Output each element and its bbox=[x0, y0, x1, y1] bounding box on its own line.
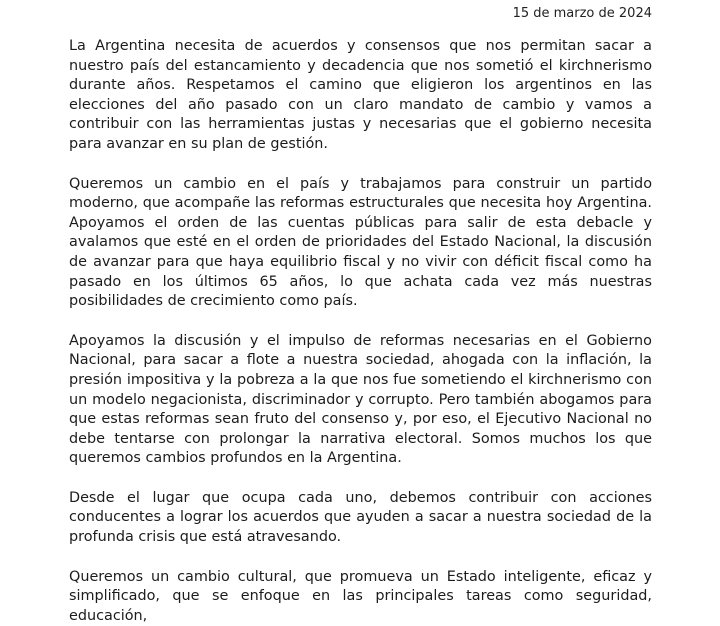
paragraph-4: Desde el lugar que ocupa cada uno, debemos contribuir con acciones conducentes a lograr los acuerdos que ayuden a sacar a nuestra sociedad de la profunda crisis que está atravesando. bbox=[69, 489, 652, 546]
document-date: 15 de marzo de 2024 bbox=[512, 6, 652, 21]
paragraph-1: La Argentina necesita de acuerdos y consensos que nos permitan sacar a nuestro país del estancamiento y decadencia que nos sometió el kirchnerismo durante años. Respetamos el camino que eligieron los argentinos en las elecciones del año pasado con un claro mandato de cambio y vamos a contribuir con las herramientas justas y necesarias que el gobierno necesita para avanzar en su plan de gestión. bbox=[69, 38, 652, 152]
paragraph-3: Apoyamos la discusión y el impulso de reformas necesarias en el Gobierno Nacional, para sacar a flote a nuestra sociedad, ahogada con la inflación, la presión impositiva y la pobreza a la que nos fue sometiendo el kirchnerismo con un modelo negacionista, discriminador y corrupto. Pero también abogamos para que estas reformas sean fruto del consenso y, por eso, el Ejecutivo Nacional no debe tentarse con prolongar la narrativa electoral. Somos muchos los que queremos cambios profundos en la Argentina. bbox=[69, 332, 652, 467]
paragraph-5: Queremos un cambio cultural, que promueva un Estado inteligente, eficaz y simplificado, que se enfoque en las principales tareas como seguridad, educación, bbox=[69, 568, 652, 624]
document-body bbox=[69, 37, 652, 626]
paragraph-2: Queremos un cambio en el país y trabajamos para construir un partido moderno, que acompañe las reformas estructurales que necesita hoy Argentina. Apoyamos el orden de las cuentas públicas para salir de esta debacle y avalamos que esté en el orden de prioridades del Estado Nacional, la discusión de avanzar para que haya equilibrio fiscal y no vivir con déficit fiscal como ha pasado en los últimos 65 años, lo que achata cada vez más nuestras posibilidades de crecimiento como país. bbox=[69, 175, 652, 310]
